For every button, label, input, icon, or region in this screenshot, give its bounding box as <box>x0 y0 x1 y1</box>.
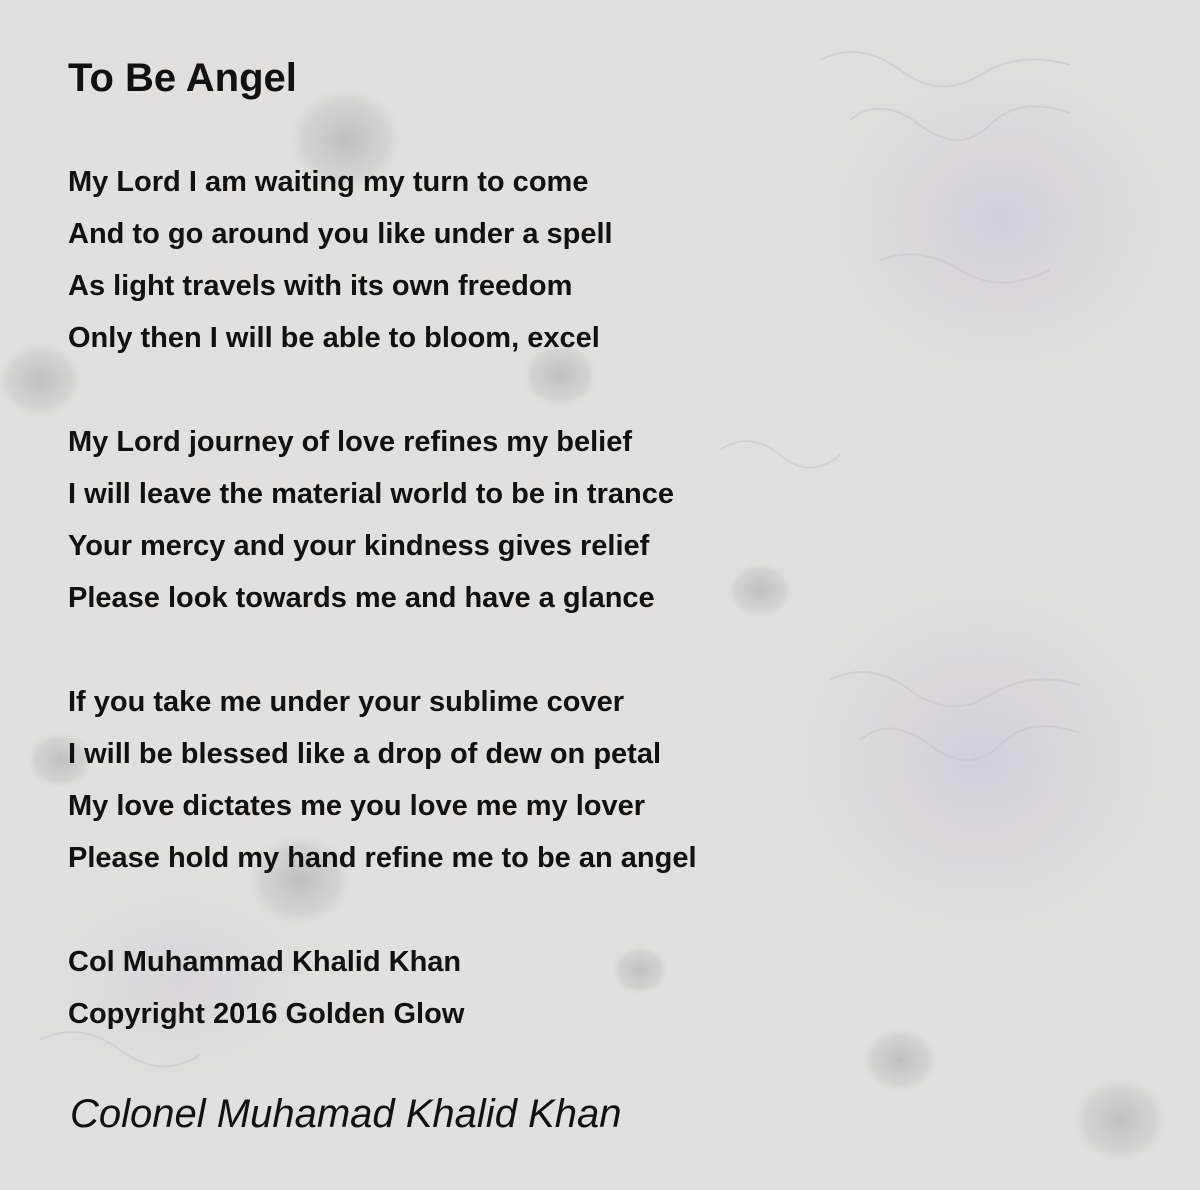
poem-line: And to go around you like under a spell <box>68 218 613 250</box>
poem-line: As light travels with its own freedom <box>68 270 573 302</box>
poem-line: Please hold my hand refine me to be an angel <box>68 842 697 874</box>
poem-line: If you take me under your sublime cover <box>68 686 624 718</box>
poem-line: Please look towards me and have a glance <box>68 582 655 614</box>
stanza-1 <box>68 156 1148 364</box>
poem-line: Your mercy and your kindness gives relief <box>68 530 650 562</box>
author-signature: Colonel Muhamad Khalid Khan <box>70 1092 622 1136</box>
copyright-notice: Copyright 2016 Golden Glow <box>68 998 465 1030</box>
poem-title: To Be Angel <box>68 56 297 100</box>
stanza-3 <box>68 676 1148 884</box>
poem-line: I will leave the material world to be in trance <box>68 478 674 510</box>
poem-credits <box>68 936 1148 1040</box>
poem-line: My Lord journey of love refines my belief <box>68 426 633 458</box>
poem-line: My love dictates me you love me my lover <box>68 790 646 822</box>
poem-line: I will be blessed like a drop of dew on petal <box>68 738 662 770</box>
poem-container <box>68 52 1148 1040</box>
author-name: Col Muhammad Khalid Khan <box>68 946 462 978</box>
stanza-2 <box>68 416 1148 624</box>
poem-line: My Lord I am waiting my turn to come <box>68 166 589 198</box>
poem-line: Only then I will be able to bloom, excel <box>68 322 600 354</box>
